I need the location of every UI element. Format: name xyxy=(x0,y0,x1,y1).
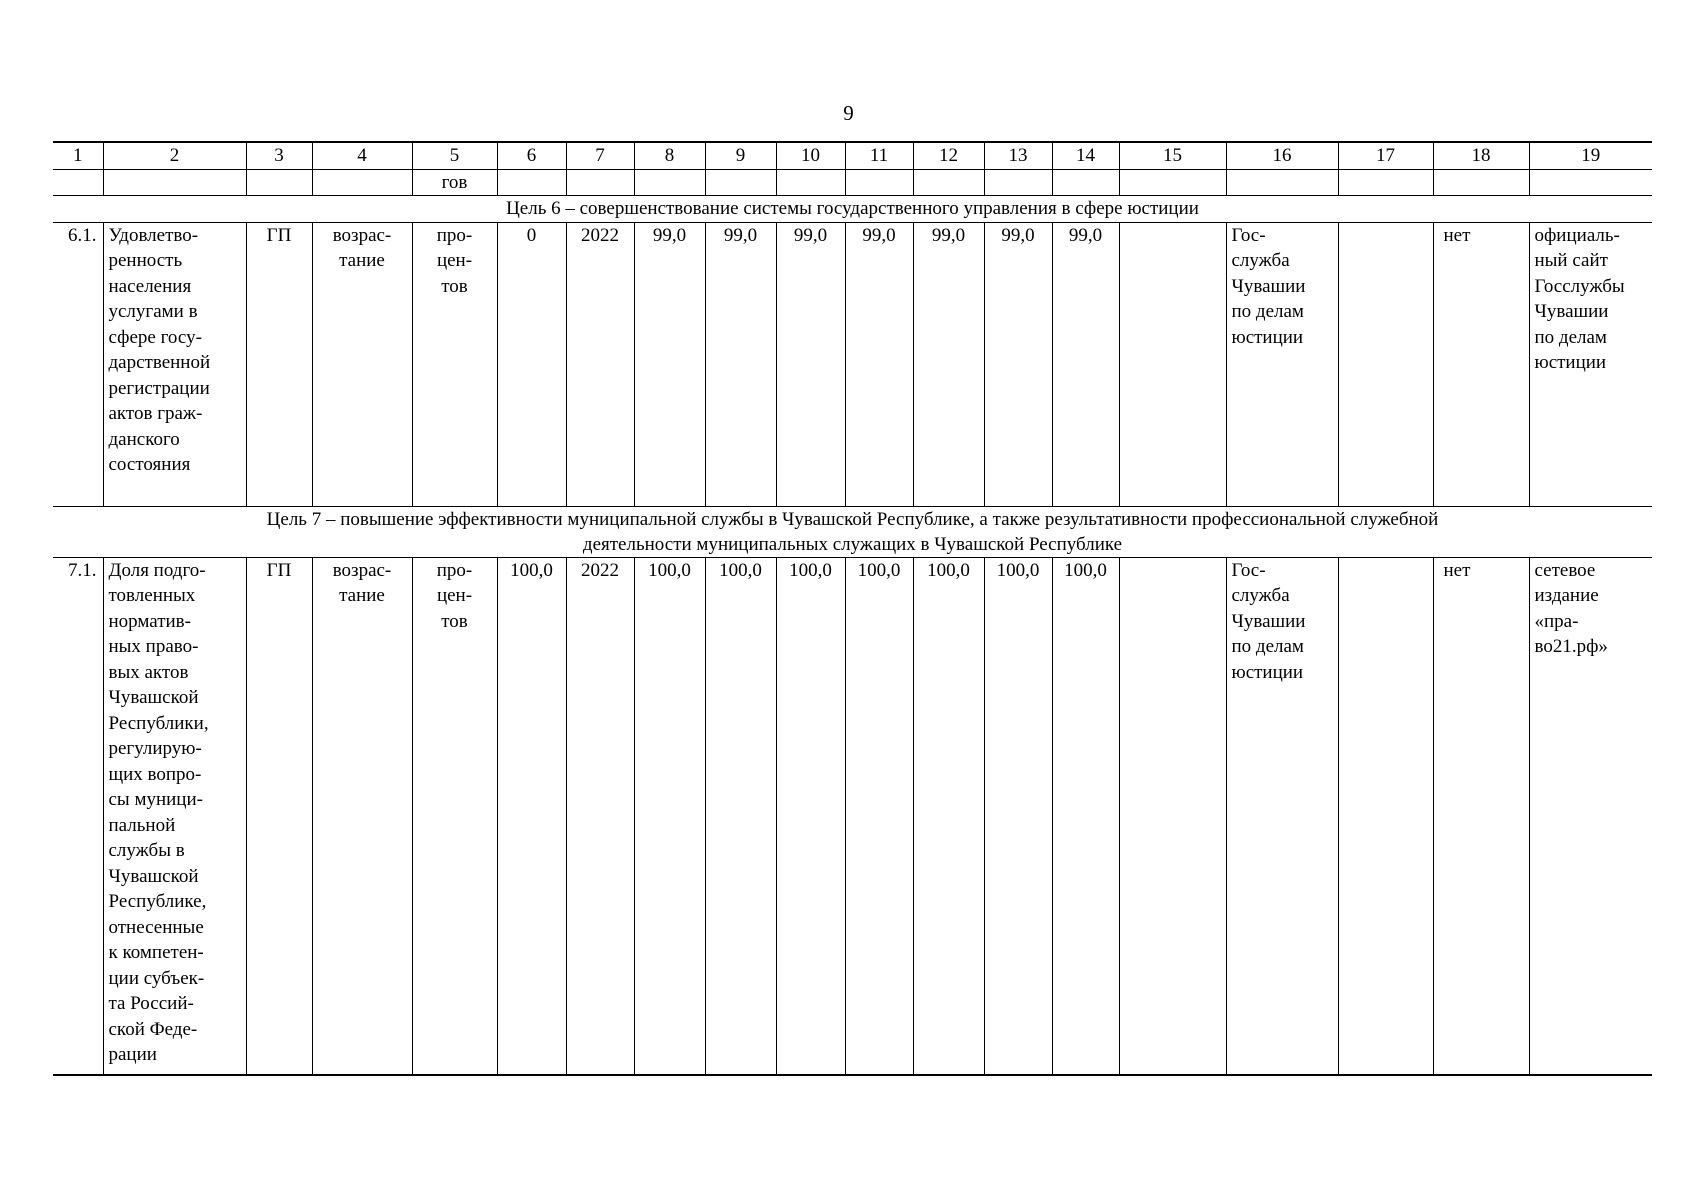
empty-cell xyxy=(984,169,1052,196)
empty-cell xyxy=(53,169,103,196)
column-number: 14 xyxy=(1052,142,1119,169)
value-cell: 100,0 xyxy=(1052,557,1119,1075)
value-cell: 99,0 xyxy=(705,222,776,506)
value-cell: 99,0 xyxy=(634,222,705,506)
program-cell: ГП xyxy=(246,222,312,506)
column-number: 10 xyxy=(776,142,845,169)
empty-cell xyxy=(246,169,312,196)
empty-cell xyxy=(1119,222,1226,506)
responsible-cell: Гос- служба Чувашии по делам юстиции xyxy=(1226,557,1338,1075)
unit-cell: про- цен- тов xyxy=(412,222,497,506)
row-index: 6.1. xyxy=(53,222,103,506)
column-number: 16 xyxy=(1226,142,1338,169)
empty-cell xyxy=(1529,169,1652,196)
empty-cell xyxy=(1338,169,1433,196)
column-number: 2 xyxy=(103,142,246,169)
source-cell: официаль- ный сайт Госслужбы Чувашии по делам юстиции xyxy=(1529,222,1652,506)
responsible-cell: Гос- служба Чувашии по делам юстиции xyxy=(1226,222,1338,506)
goal-7-heading-line-2: деятельности муниципальных служащих в Чувашской Республике xyxy=(582,533,1123,555)
indicator-row-7-1 xyxy=(53,557,1652,1075)
column-number: 12 xyxy=(913,142,984,169)
column-number: 18 xyxy=(1433,142,1529,169)
base-value-cell: 0 xyxy=(497,222,566,506)
empty-cell xyxy=(1119,169,1226,196)
value-cell: 99,0 xyxy=(1052,222,1119,506)
empty-cell xyxy=(312,169,412,196)
base-year-cell: 2022 xyxy=(566,557,634,1075)
column-number: 19 xyxy=(1529,142,1652,169)
column-number: 4 xyxy=(312,142,412,169)
column-number: 1 xyxy=(53,142,103,169)
empty-cell xyxy=(1433,169,1529,196)
goal-6-row xyxy=(53,196,1652,223)
indicator-name: Доля подго- товленных норматив- ных право- вых актов Чувашской Республики, регулирую- щих вопро- сы муници- пальной службы в Чувашской Республике, отнесенные к компетен- ции субъек- та Россий- ской Феде- рации xyxy=(103,557,246,1075)
value-cell: 99,0 xyxy=(776,222,845,506)
column-number: 6 xyxy=(497,142,566,169)
empty-cell xyxy=(1226,169,1338,196)
column-number: 3 xyxy=(246,142,312,169)
column-number: 13 xyxy=(984,142,1052,169)
flag-cell: нет xyxy=(1433,222,1529,506)
empty-cell xyxy=(776,169,845,196)
goal-7-heading xyxy=(53,506,1652,557)
column-number: 17 xyxy=(1338,142,1433,169)
empty-cell xyxy=(845,169,913,196)
column-number: 9 xyxy=(705,142,776,169)
value-cell: 100,0 xyxy=(913,557,984,1075)
indicator-row-6-1 xyxy=(53,222,1652,506)
column-number-row xyxy=(53,142,1652,169)
value-cell: 100,0 xyxy=(776,557,845,1075)
unit-cell: про- цен- тов xyxy=(412,557,497,1075)
direction-cell: возрас- тание xyxy=(312,557,412,1075)
empty-cell xyxy=(1338,222,1433,506)
value-cell: 99,0 xyxy=(845,222,913,506)
empty-cell xyxy=(705,169,776,196)
goal-6-heading: Цель 6 – совершенствование системы государственного управления в сфере юстиции xyxy=(53,196,1652,223)
base-value-cell: 100,0 xyxy=(497,557,566,1075)
column-number: 15 xyxy=(1119,142,1226,169)
flag-cell: нет xyxy=(1433,557,1529,1075)
column-number: 8 xyxy=(634,142,705,169)
empty-cell xyxy=(1338,557,1433,1075)
indicator-name: Удовлетво- ренность населения услугами в сфере госу- дарственной регистрации актов граж- данского состояния xyxy=(103,222,246,506)
empty-cell xyxy=(566,169,634,196)
column-number: 5 xyxy=(412,142,497,169)
column-number: 11 xyxy=(845,142,913,169)
empty-cell xyxy=(913,169,984,196)
value-cell: 100,0 xyxy=(845,557,913,1075)
row-index: 7.1. xyxy=(53,557,103,1075)
empty-cell xyxy=(1052,169,1119,196)
program-cell: ГП xyxy=(246,557,312,1075)
continuation-row xyxy=(53,169,1652,196)
indicators-table xyxy=(53,141,1652,1076)
value-cell: 99,0 xyxy=(984,222,1052,506)
page-number: 9 xyxy=(843,101,854,125)
value-cell: 100,0 xyxy=(705,557,776,1075)
empty-cell xyxy=(634,169,705,196)
empty-cell xyxy=(497,169,566,196)
goal-7-heading-line-1: Цель 7 – повышение эффективности муниципальной службы в Чувашской Республике, а также результативности профессиональной служебной xyxy=(266,508,1439,530)
goal-7-row xyxy=(53,506,1652,557)
source-cell: сетевое издание «пра- во21.рф» xyxy=(1529,557,1652,1075)
empty-cell xyxy=(1119,557,1226,1075)
continued-unit-cell: гов xyxy=(412,169,497,196)
base-year-cell: 2022 xyxy=(566,222,634,506)
value-cell: 100,0 xyxy=(634,557,705,1075)
value-cell: 100,0 xyxy=(984,557,1052,1075)
column-number: 7 xyxy=(566,142,634,169)
empty-cell xyxy=(103,169,246,196)
direction-cell: возрас- тание xyxy=(312,222,412,506)
value-cell: 99,0 xyxy=(913,222,984,506)
